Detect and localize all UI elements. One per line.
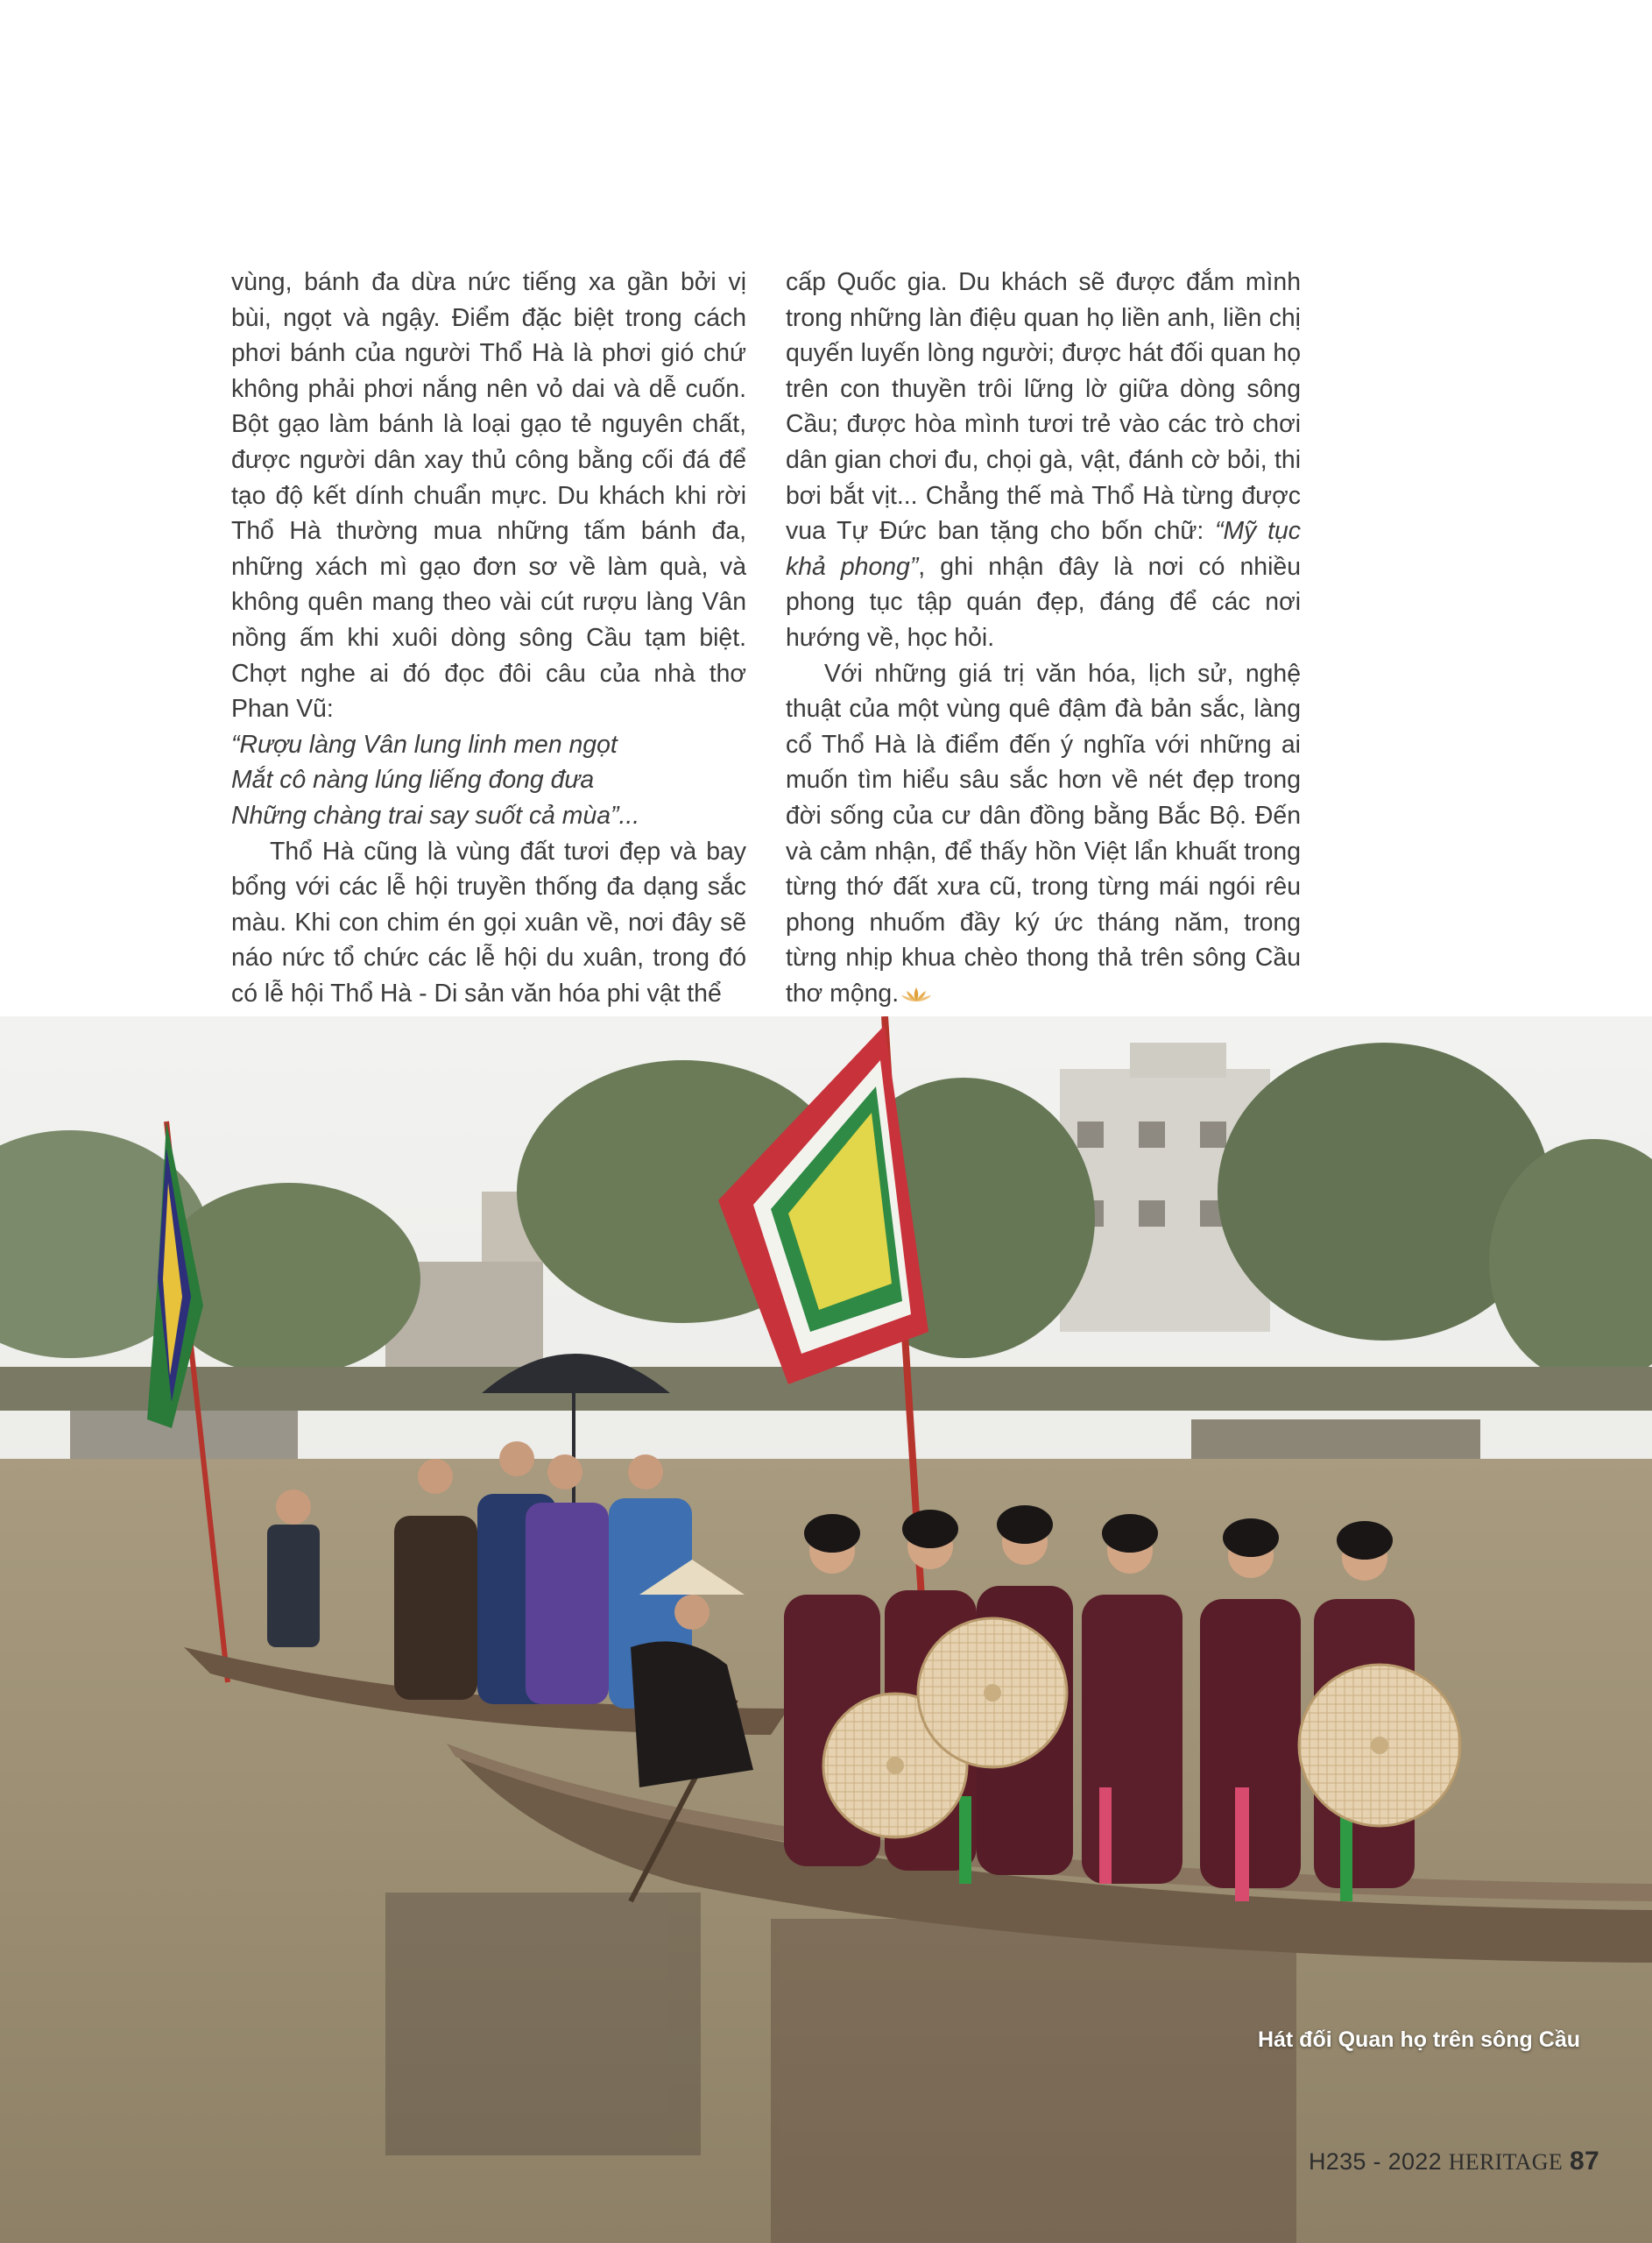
poem-line: “Rượu làng Vân lung linh men ngọt [231,730,618,759]
right-paragraph-2-text: Với những giá trị văn hóa, lịch sử, nghệ thuật của một vùng quê đậm đà bản sắc, làng cổ Thổ Hà là điểm đến ý nghĩa với những ai muốn tìm hiểu sâu sắc hơn về nét đẹp trong đời sống của cư dân đồng bằng Bắc Bộ. Đến và cảm nhận, để thấy hồn Việt lẩn khuất trong từng thớ đất xưa cũ, trong từng mái ngói rêu phong nhuốm đầy ký ức tháng năm, trong từng nhịp khua chèo thong thả trên sông Cầu thơ mộng. [786,659,1301,1008]
poem-quote [231,727,746,834]
left-paragraph-1: vùng, bánh đa dừa nức tiếng xa gần bởi vị bùi, ngọt và ngậy. Điểm đặc biệt trong cách phơi bánh của người Thổ Hà là phơi gió chứ không phải phơi nắng nên vỏ dai và dễ cuốn. Bột gạo làm bánh là loại gạo tẻ nguyên chất, được người dân xay thủ công bằng cối đá để tạo độ kết dính chuẩn mực. Du khách khi rời Thổ Hà thường mua những tấm bánh đa, những xách mì gạo đơn sơ về làm quà, và không quên mang theo vài cút rượu làng Vân nồng ấm khi xuôi dòng sông Cầu tạm biệt. Chợt nghe ai đó đọc đôi câu của nhà thơ Phan Vũ: [231,268,746,724]
page-number: 87 [1570,2147,1599,2176]
left-paragraph-2: Thổ Hà cũng là vùng đất tươi đẹp và bay bổng với các lễ hội truyền thống đa dạng sắc màu. Khi con chim én gọi xuân về, nơi đây sẽ náo nức tổ chức các lễ hội du xuân, trong đó có lễ hội Thổ Hà - Di sản văn hóa phi vật thể [231,837,746,1008]
royal-quote: “Mỹ tục khả phong” [786,517,1301,581]
article-column-right [786,265,1301,1011]
photo-quan-ho-boats [0,1016,1652,2243]
right-paragraph-1-text: cấp Quốc gia. Du khách sẽ được đắm mình trong những làn điệu quan họ liền anh, liền chị quyến luyến lòng người; được hát đối quan họ trên con thuyền trôi lững lờ giữa dòng sông Cầu; được hòa mình tươi trẻ vào các trò chơi dân gian chơi đu, chọi gà, vật, đánh cờ bỏi, thi bơi bắt vịt... Chẳng thế mà Thổ Hà từng được vua Tự Đức ban tặng cho bốn chữ: [786,268,1301,546]
right-paragraph-1 [786,265,1301,656]
magazine-name: HERITAGE [1448,2149,1564,2175]
photo-illustration [0,1016,1652,2243]
issue-number: H235 - 2022 [1309,2148,1449,2175]
right-paragraph-2 [786,656,1301,1012]
page-folio [1309,2147,1599,2176]
article-column-left [231,265,746,1011]
poem-line: Những chàng trai say suốt cả mùa”... [231,801,640,830]
right-paragraph-1-tail: , ghi nhận đây là nơi có nhiều phong tục tập quán đẹp, đáng để các nơi hướng về, học hỏi. [786,552,1301,652]
lotus-icon [900,986,932,1003]
photo-caption: Hát đối Quan họ trên sông Cầu [1257,2027,1580,2052]
poem-line: Mắt cô nàng lúng liếng đong đưa [231,766,595,795]
